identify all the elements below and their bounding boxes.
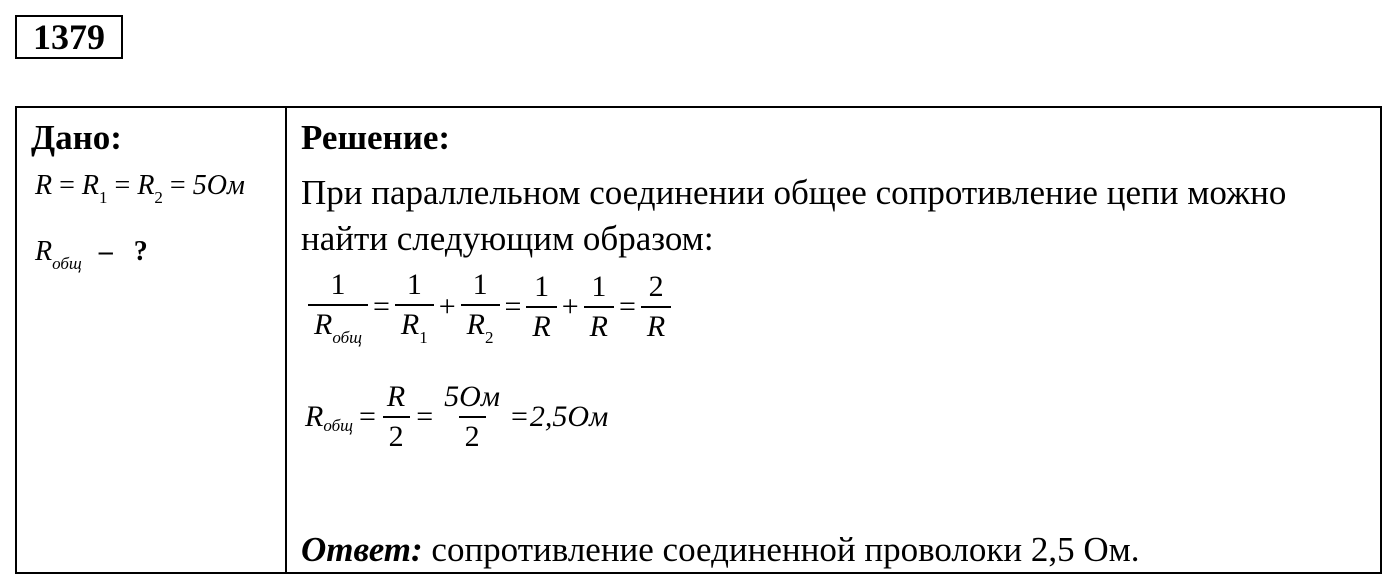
fraction-r-over-2: $\frac{R}{2}$ [381,382,411,452]
fraction-r2: $\frac{1}{R_2}$ [461,270,500,344]
given-column [16,107,286,573]
fraction-5ohm-over-2: $\frac{5Ом}{2}$ [444,380,500,453]
answer [301,530,1140,570]
solution-table [15,106,1382,574]
equation-total-resistance: R общ = $\frac{R}{2}$ = $\frac{5Ом}{2}$ = 2,5Ом [305,380,609,453]
fraction-result: $\frac{2}{R}$ [641,272,671,342]
given-condition: $R = R_1 = R_2 = 5Ом$ [35,170,245,207]
solution-header: Решение: [301,118,451,157]
fraction-lhs: $\frac{1}{R_{общ}}$ [308,270,368,344]
given-find: $R_{общ}$ – ? [35,236,148,273]
given-header: Дано: [31,118,122,157]
answer-text: сопротивление соединенной проволоки 2,5 Ом. [422,530,1140,569]
problem-number: 1379 [15,15,123,59]
answer-label: Ответ: [301,530,423,569]
solution-column [286,107,1381,573]
fraction-r-a: $\frac{1}{R}$ [526,272,556,342]
fraction-r-b: $\frac{1}{R}$ [584,272,614,342]
equation-reciprocal-sum: $\frac{1}{R_{общ}}$ = $\frac{1}{R_1}$ + $\frac{1}{R_2}$ = $\frac{1}{R}$ + $\frac{1}{R}$ = $\frac{2}{R}$ [305,270,674,344]
solution-text: При параллельном соединении общее сопротивление цепи можно найти следующим образом: [301,173,1287,258]
fraction-r1: $\frac{1}{R_1}$ [395,270,434,344]
